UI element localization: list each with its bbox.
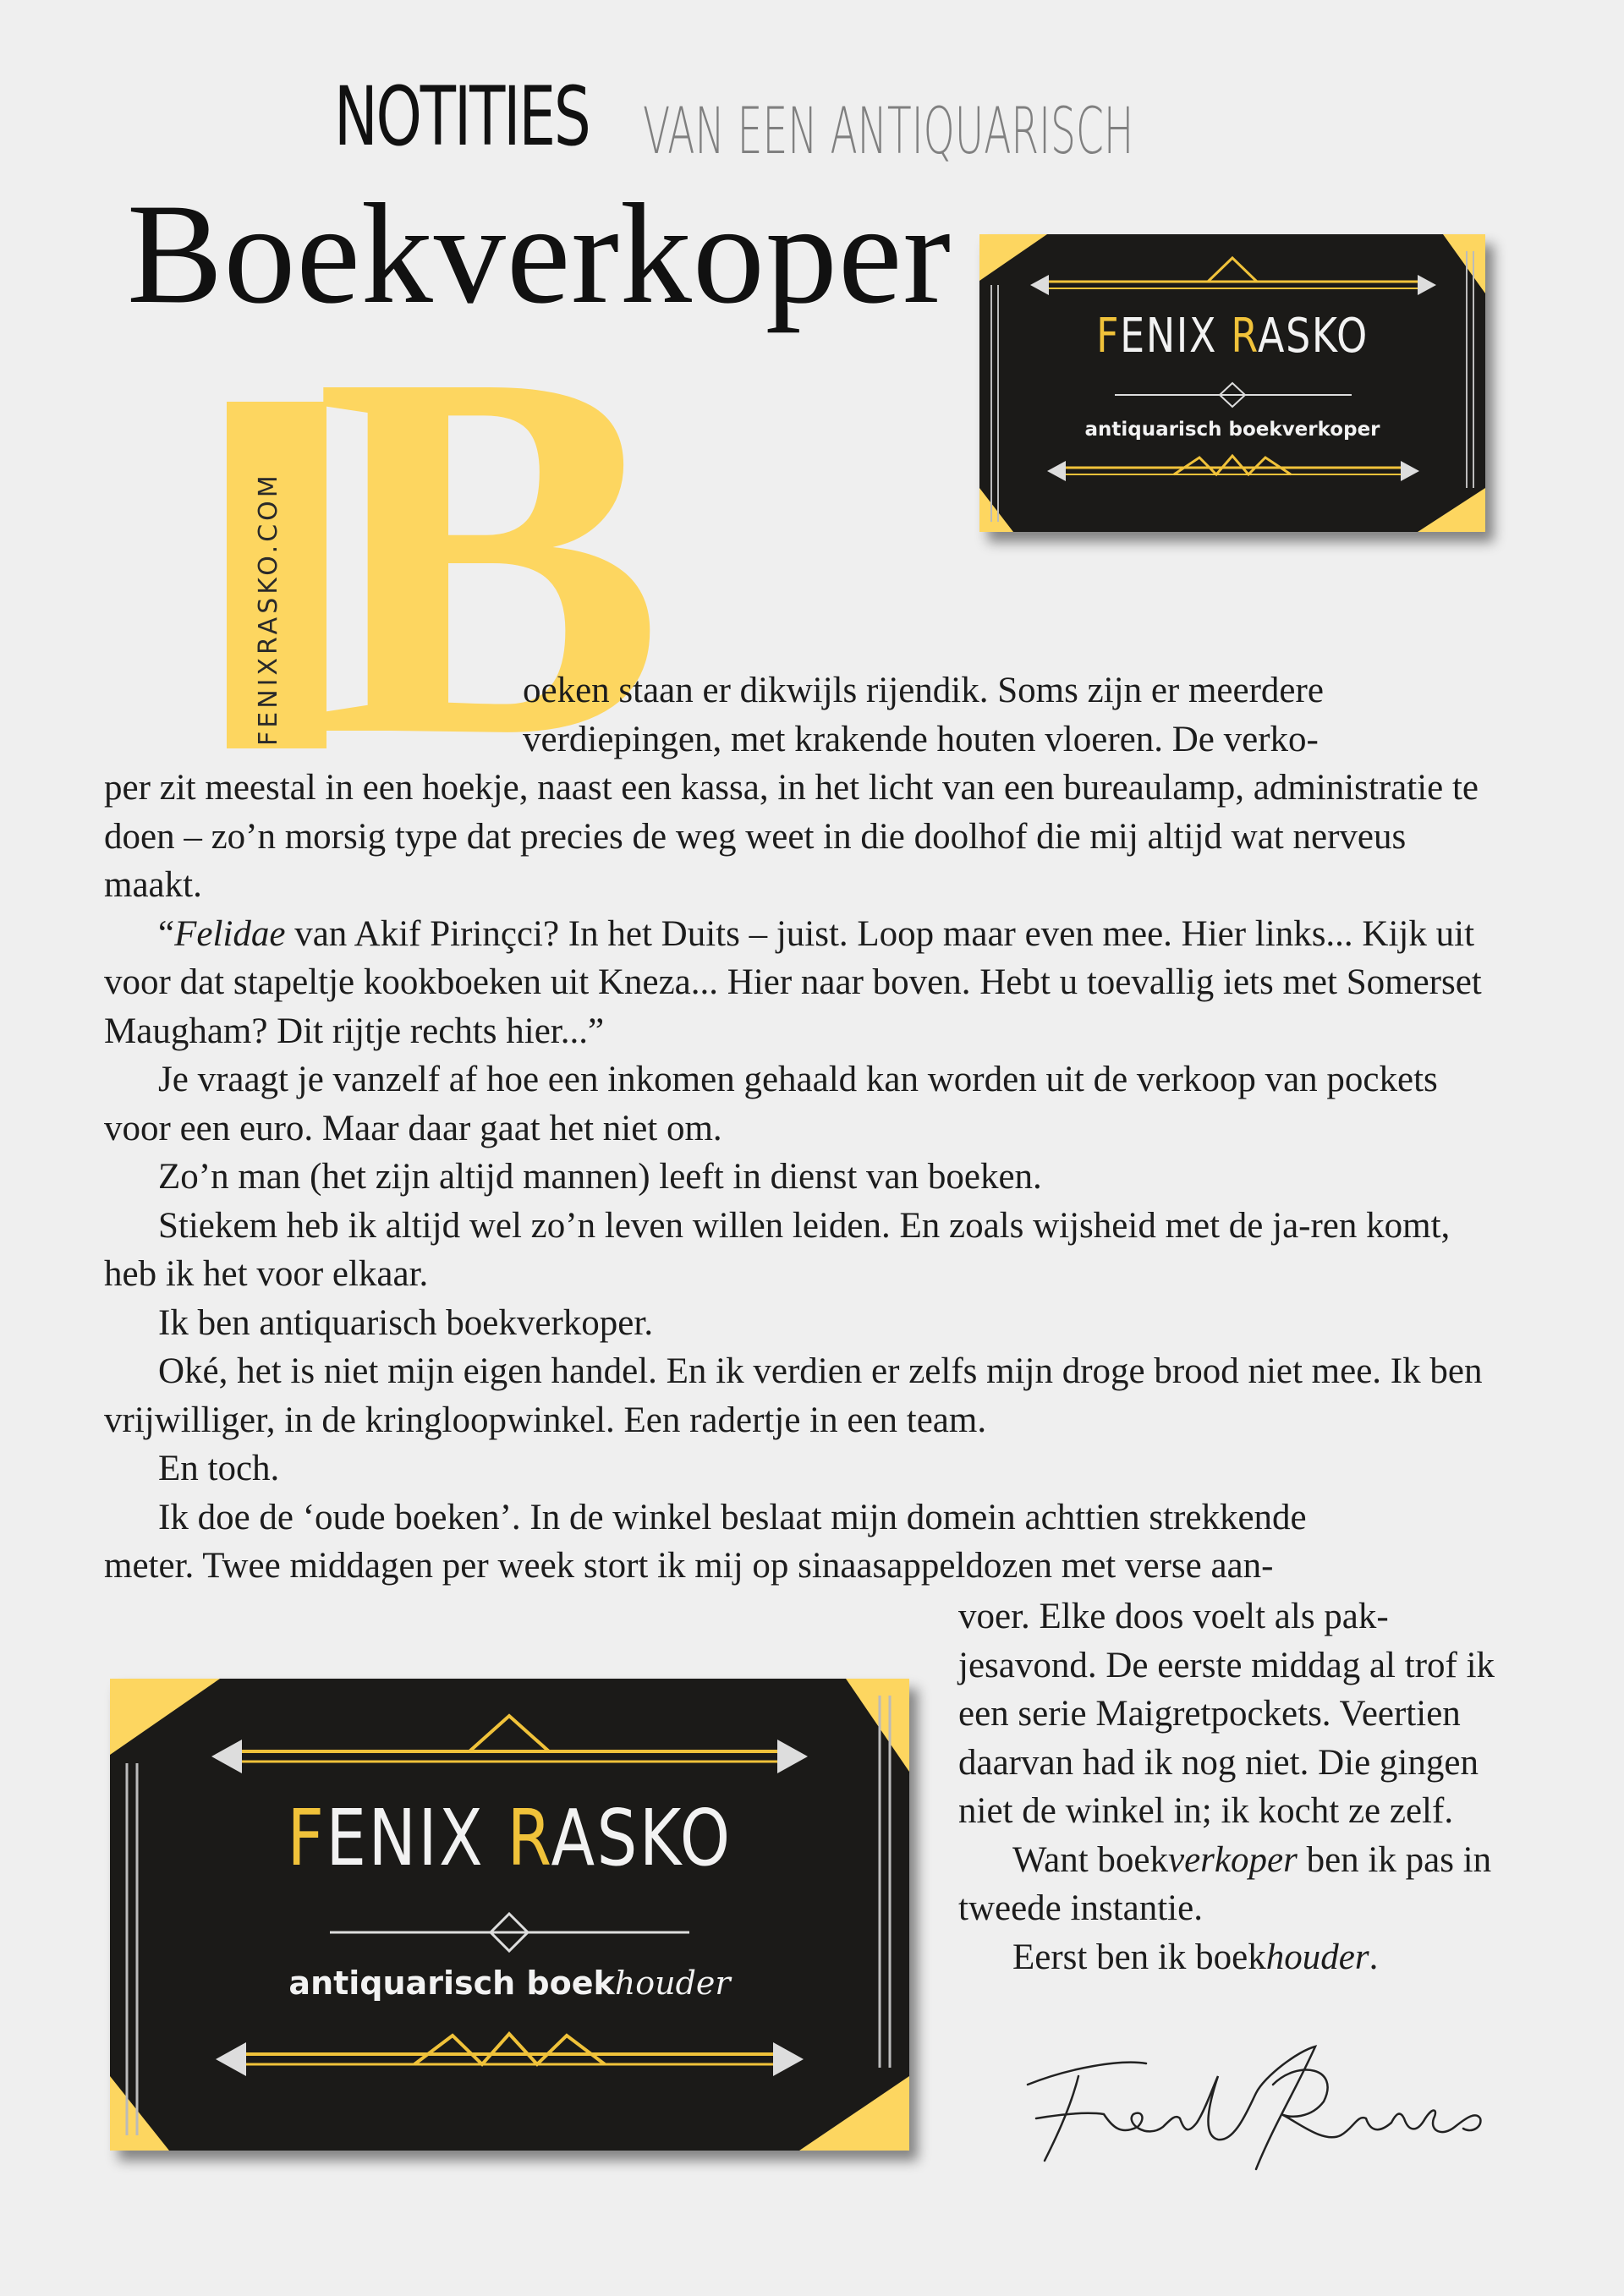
business-card-top bbox=[979, 234, 1485, 532]
title-subline: VAN EEN ANTIQUARISCH bbox=[643, 93, 1134, 168]
paragraph-9-continued: voer. Elke doos voelt als pak-jesavond. De eerste middag al trof ik een serie Maigretpockets. Veertien daarvan had ik nog niet. Die gingen niet de winkel in; ik kocht ze zelf. bbox=[958, 1597, 1495, 1831]
intro-line: verdiepingen, met krakende houten vloeren. De verko- bbox=[523, 719, 1319, 759]
article-body-right bbox=[958, 1592, 1500, 1981]
paragraph-7: Oké, het is niet mijn eigen handel. En ik verdien er zelfs mijn droge brood niet mee. Ik ben vrijwilliger, in de kringloopwinkel. Een radertje in een team. bbox=[104, 1351, 1483, 1440]
title-notities: NOTITIES bbox=[334, 69, 590, 164]
card-bottom-name: FENIX RASKO bbox=[287, 1793, 732, 1883]
title-top-line bbox=[334, 66, 1134, 176]
paragraph-9-line-2: meter. Twee middagen per week stort ik mij op sinaasappeldozen met verse aan- bbox=[104, 1546, 1274, 1586]
paragraph-4: Zo’n man (het zijn altijd mannen) leeft in dienst van boeken. bbox=[158, 1157, 1042, 1197]
signature-icon bbox=[1019, 2034, 1493, 2178]
intro-line: oeken staan er dikwijls rijendik. Soms zijn er meerdere bbox=[523, 671, 1324, 710]
art-deco-frame-icon bbox=[979, 234, 1485, 532]
paragraph-3: Je vraagt je vanzelf af hoe een inkomen gehaald kan worden uit de verkoop van pockets voor een euro. Maar daar gaat het niet om. bbox=[104, 1060, 1438, 1148]
paragraph-10: Want boekverkoper ben ik pas in tweede instantie. bbox=[958, 1839, 1492, 1928]
page-title: Boekverkoper bbox=[127, 174, 952, 333]
article-intro bbox=[523, 666, 1495, 764]
card-bottom-subtitle: antiquarisch boekhouder bbox=[288, 1964, 731, 2002]
article-body bbox=[104, 764, 1508, 1591]
website-vertical-label: FENIXRASKO.COM bbox=[254, 472, 283, 746]
paragraph-8: En toch. bbox=[158, 1449, 280, 1488]
paragraph-11: Eerst ben ik boekhouder. bbox=[1012, 1937, 1379, 1977]
paragraph-2: “Felidae van Akif Pirinçci? In het Duits – juist. Loop maar even mee. Hier links... Kijk uit voor dat stapeltje kookboeken uit Kneza... Hier naar boven. Hebt u toevallig iets met Somerset Maugham? Dit rijtje rechts hier...” bbox=[104, 913, 1482, 1051]
paragraph-6: Ik ben antiquarisch boekverkoper. bbox=[158, 1302, 654, 1343]
paragraph-5: Stiekem heb ik altijd wel zo’n leven willen leiden. En zoals wijsheid met de ja-ren komt, heb ik het voor elkaar. bbox=[104, 1205, 1451, 1294]
dropcap-letter: B bbox=[315, 265, 665, 845]
paragraph-1: per zit meestal in een hoekje, naast een kassa, in het licht van een bureaulamp, administratie te doen – zo’n morsig type dat precies de weg weet in die doolhof die mij altijd wat nerveus maakt. bbox=[104, 768, 1479, 905]
card-top-name: FENIX RASKO bbox=[1096, 309, 1369, 364]
paragraph-9-line-1: Ik doe de ‘oude boeken’. In de winkel beslaat mijn domein achttien strekkende bbox=[158, 1497, 1307, 1537]
art-deco-frame-icon bbox=[110, 1679, 909, 2151]
business-card-bottom bbox=[110, 1679, 909, 2151]
card-top-subtitle: antiquarisch boekverkoper bbox=[1084, 419, 1380, 441]
